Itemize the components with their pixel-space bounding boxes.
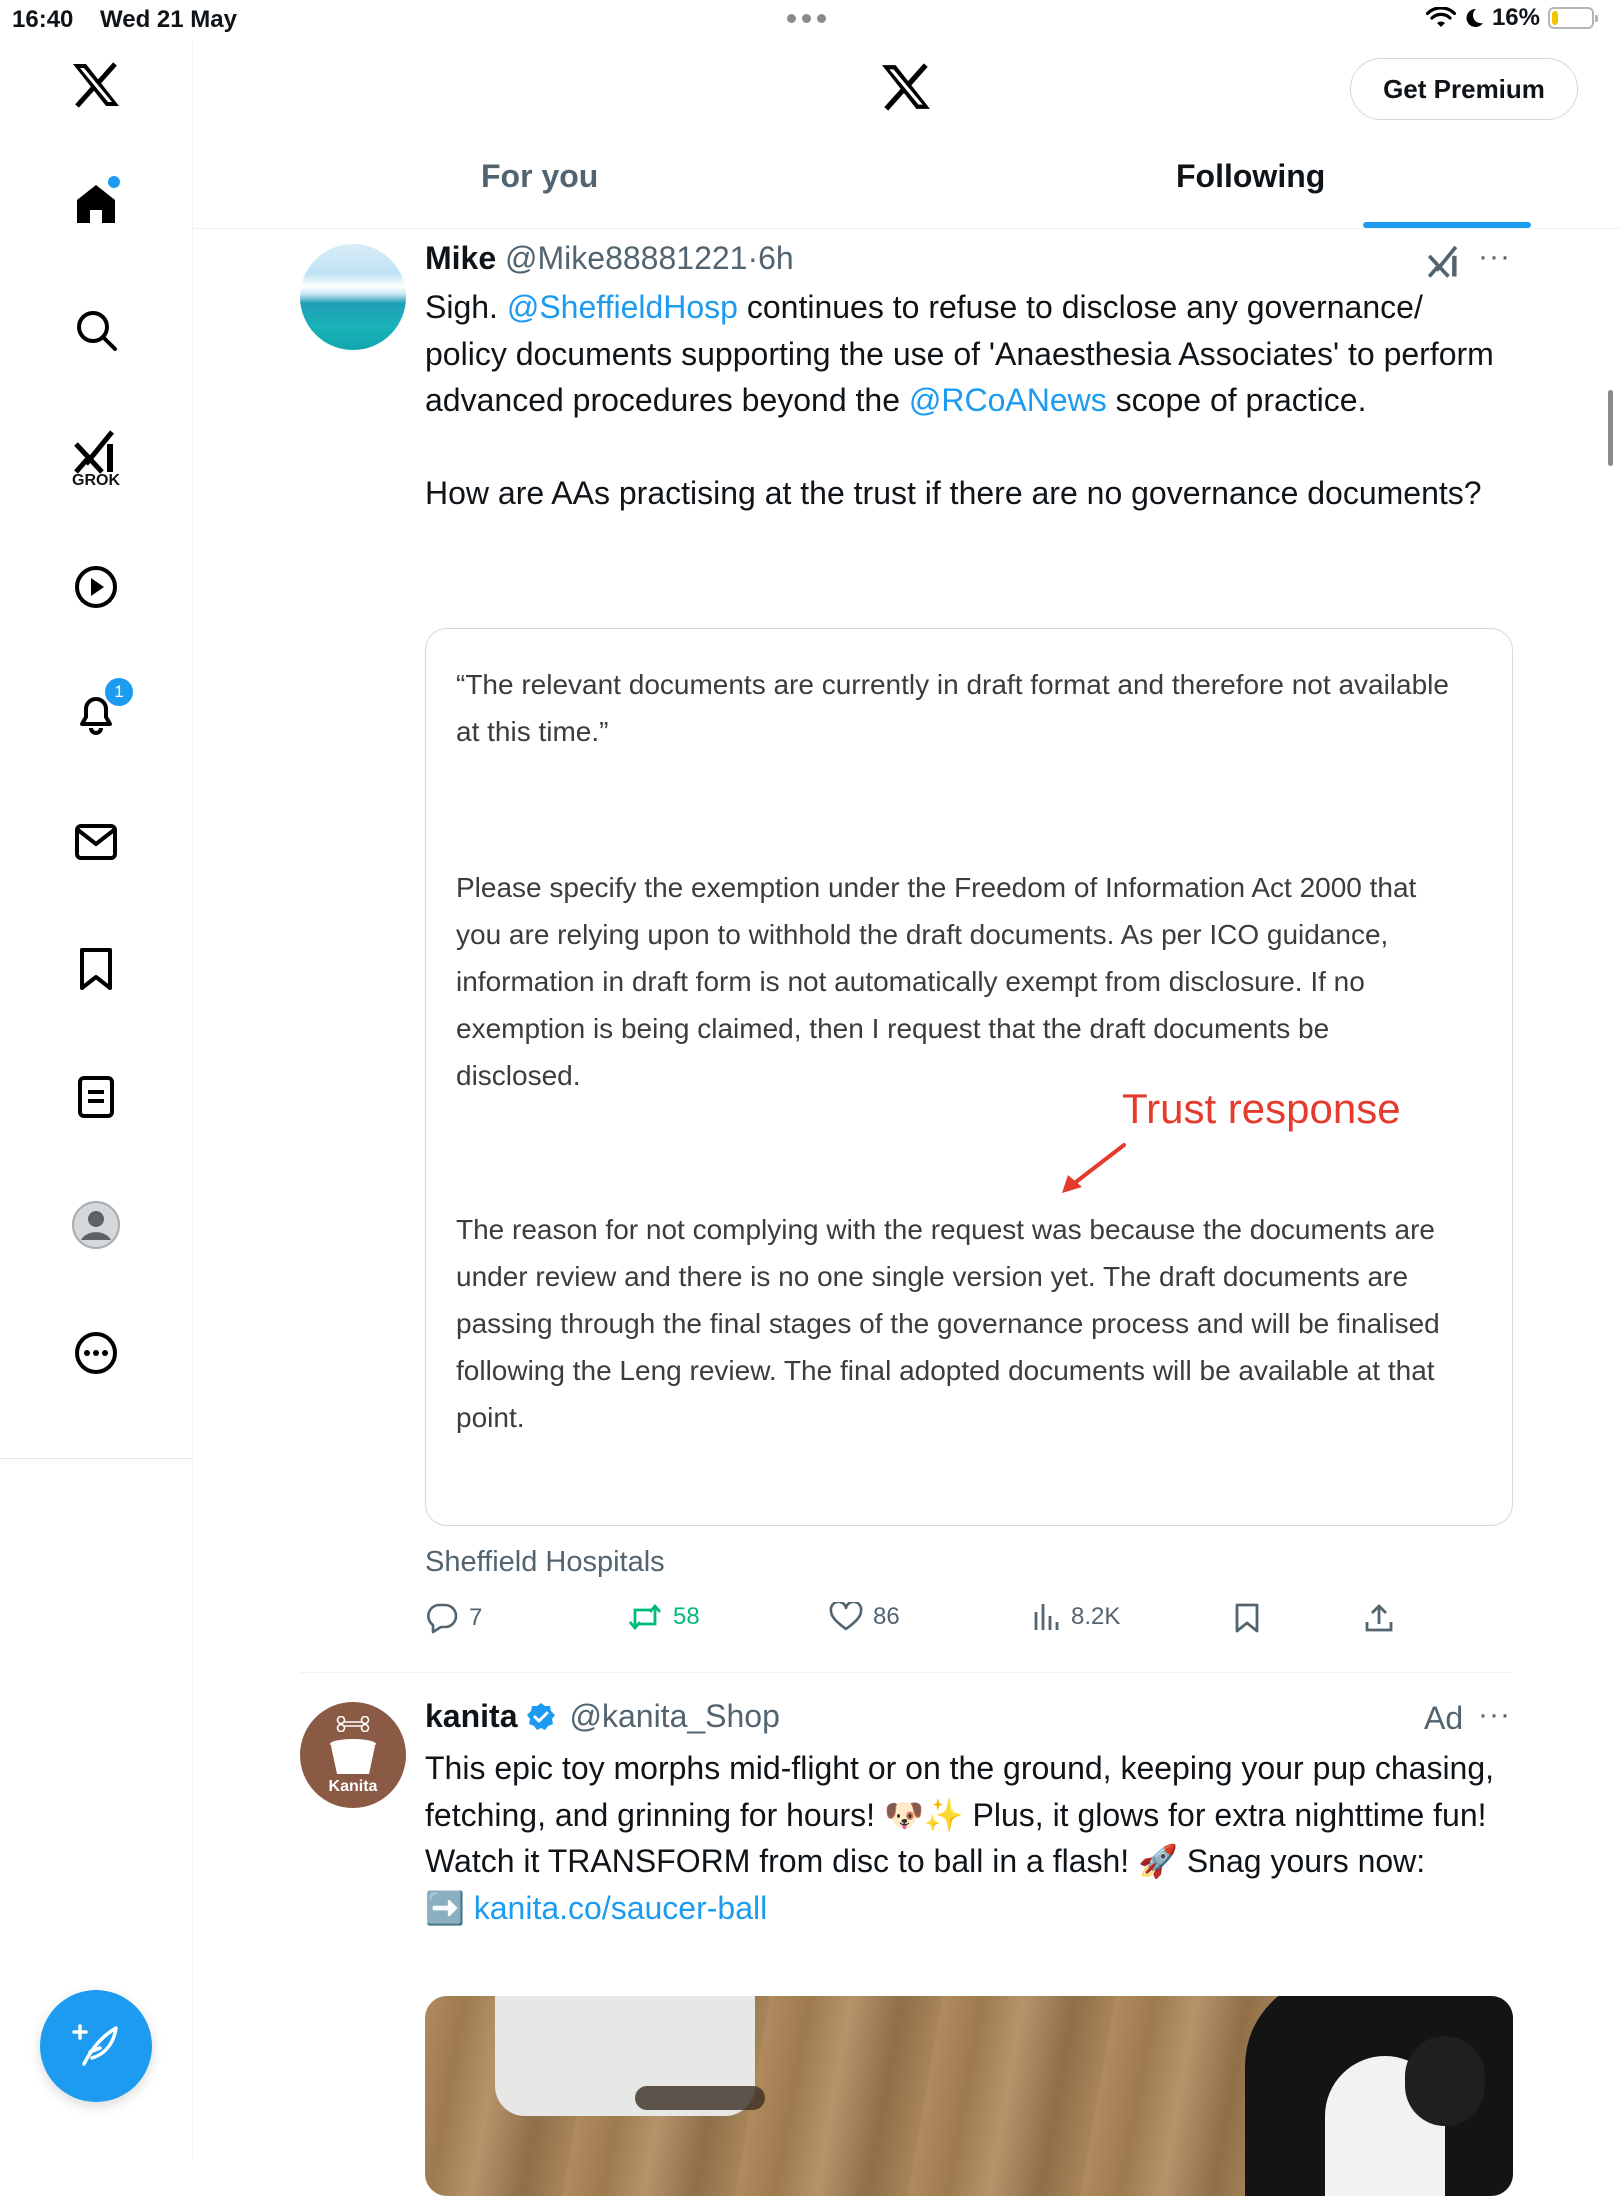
arrow-emoji-icon: ➡️ <box>425 1889 465 1926</box>
active-tab-indicator <box>1363 222 1531 228</box>
ad-video-media[interactable] <box>425 1996 1513 2196</box>
wifi-icon <box>1426 7 1456 29</box>
grok-label: GROK <box>72 472 120 489</box>
ad-line: This epic toy morphs mid-flight or on the ground, keeping your pup chasing, fetching, and grinning for hours! 🐶✨ Plus, it glows for extra nighttime fun! <box>425 1750 1495 1833</box>
reply-button[interactable] <box>425 1602 482 1634</box>
bone-icon <box>336 1716 370 1732</box>
scrollbar[interactable] <box>1608 390 1613 466</box>
tweet-header <box>425 1698 780 1735</box>
tweet-text <box>425 284 1505 517</box>
profile-icon <box>71 1200 121 1250</box>
notifications-badge: 1 <box>103 676 135 708</box>
mention-link[interactable]: @RCoANews <box>908 382 1107 418</box>
ad-line: Watch it TRANSFORM from disc to ball in a flash! 🚀 Snag yours now: <box>425 1843 1426 1879</box>
battery-icon <box>1548 7 1594 29</box>
sidebar-divider <box>0 1458 192 1459</box>
bookmark-button[interactable] <box>1233 1602 1261 1634</box>
more-options-icon[interactable]: ··· <box>1478 1698 1511 1731</box>
document-request: Please specify the exemption under the Freedom of Information Act 2000 that you are relying upon to withhold the draft documents. As per ICO guidance, information in draft form is not automatically exempt from disclosure. If no exemption is being claimed, then I request that the draft documents be disclosed. <box>456 872 1417 1091</box>
repost-button[interactable] <box>627 1602 700 1632</box>
tweet-actions <box>425 1602 1425 1648</box>
ad-link[interactable]: kanita.co/saucer-ball <box>473 1889 768 1926</box>
repost-icon <box>627 1602 663 1632</box>
author-name[interactable]: kanita <box>425 1698 518 1734</box>
attached-image-card[interactable] <box>425 628 1513 1526</box>
avatar-text: Kanita <box>328 1778 378 1795</box>
verified-badge-icon <box>525 1701 557 1733</box>
author-handle[interactable]: @kanita_Shop <box>569 1698 780 1734</box>
x-logo-icon <box>71 62 121 108</box>
compose-button[interactable] <box>40 1990 152 2102</box>
x-logo-header[interactable] <box>880 62 932 117</box>
sidebar-item-lists[interactable] <box>0 1074 192 1120</box>
battery-percent: 16% <box>1491 4 1540 31</box>
document-quote: “The relevant documents are currently in draft format and therefore not available at this time.” <box>456 669 1449 747</box>
video-icon <box>73 564 119 610</box>
product-shadow <box>635 2086 765 2110</box>
annotation-arrow-icon <box>1054 1137 1134 1197</box>
x-logo-icon <box>880 62 932 112</box>
mention-link[interactable]: @SheffieldHosp <box>506 289 738 325</box>
tweet-text-part: continues to refuse to disclose any governance/ policy documents supporting the use of 'Anaesthesia Associates' to perform advanced procedures beyond the <box>425 289 1494 418</box>
moon-icon <box>1464 7 1484 29</box>
tweet-text-part: scope of practice. <box>1106 382 1367 418</box>
status-indicators <box>1426 4 1594 32</box>
share-button[interactable] <box>1363 1602 1395 1634</box>
compose-icon <box>68 2018 124 2074</box>
sidebar-item-video[interactable] <box>0 564 192 610</box>
grok-explain-button[interactable] <box>1426 244 1462 283</box>
like-button[interactable] <box>829 1602 900 1632</box>
sidebar-item-bookmarks[interactable] <box>0 946 192 992</box>
bowl-icon <box>326 1738 380 1778</box>
tweet-divider <box>300 1672 1512 1673</box>
tweet-paragraph: How are AAs practising at the trust if there are no governance documents? <box>425 475 1482 511</box>
status-bar <box>0 0 1620 40</box>
document-response: The reason for not complying with the request was because the documents are under review and there is no one single version yet. The draft documents are passing through the final stages of the governance process and will be finalised following the Leng review. The final adopted documents will be available at that point. <box>456 1214 1440 1433</box>
card-source[interactable]: Sheffield Hospitals <box>425 1546 665 1578</box>
tweet-header <box>425 240 794 277</box>
sidebar-item-home[interactable] <box>0 182 192 226</box>
sidebar-item-grok[interactable] <box>0 428 192 490</box>
ad-label: Ad <box>1424 1700 1464 1736</box>
home-unread-dot <box>108 176 120 188</box>
status-date: Wed 21 May <box>100 6 237 33</box>
share-icon <box>1363 1602 1395 1634</box>
bookmarks-icon <box>76 946 116 992</box>
get-premium-button[interactable]: Get Premium <box>1350 58 1578 120</box>
messages-icon <box>73 822 119 862</box>
avatar[interactable] <box>300 1702 406 1808</box>
tweet-text <box>425 1745 1515 1931</box>
tweet-time[interactable]: 6h <box>758 240 794 276</box>
more-options-icon[interactable]: ··· <box>1478 240 1511 273</box>
views-button[interactable] <box>1031 1602 1120 1632</box>
more-icon <box>73 1330 119 1376</box>
bookmark-icon <box>1233 1602 1261 1634</box>
author-handle[interactable]: @Mike88881221 <box>505 240 748 276</box>
grok-icon <box>1426 244 1462 278</box>
sidebar-item-more[interactable] <box>0 1330 192 1376</box>
status-time: 16:40 <box>12 6 74 33</box>
sidebar-item-search[interactable] <box>0 308 192 352</box>
reply-count: 7 <box>469 1604 483 1631</box>
sidebar-item-messages[interactable] <box>0 822 192 862</box>
grok-icon <box>72 428 120 474</box>
sidebar-nav <box>0 40 193 2160</box>
tab-following[interactable]: Following <box>1176 158 1326 194</box>
search-icon <box>74 308 118 352</box>
sidebar-item-notifications[interactable] <box>0 682 192 736</box>
sidebar-item-profile[interactable] <box>0 1200 192 1250</box>
annotation-label: Trust response <box>1122 1085 1401 1132</box>
avatar[interactable] <box>300 244 406 350</box>
dog-image-ear <box>1405 2036 1485 2126</box>
like-count: 86 <box>873 1603 900 1630</box>
author-name[interactable]: Mike <box>425 240 497 276</box>
heart-icon <box>829 1602 863 1632</box>
lists-icon <box>76 1074 116 1120</box>
home-icon <box>74 182 118 226</box>
time-separator: · <box>747 240 759 276</box>
tab-for-you[interactable]: For you <box>481 158 599 194</box>
tweet-text-part: Sigh. <box>425 289 507 325</box>
views-icon <box>1031 1602 1061 1632</box>
views-count: 8.2K <box>1071 1603 1121 1630</box>
timeline-tabs <box>193 144 1620 229</box>
repost-count: 58 <box>673 1603 700 1630</box>
multitasking-dots-icon[interactable] <box>787 14 826 23</box>
sidebar-item-x-logo[interactable] <box>0 62 192 108</box>
reply-icon <box>425 1602 459 1634</box>
